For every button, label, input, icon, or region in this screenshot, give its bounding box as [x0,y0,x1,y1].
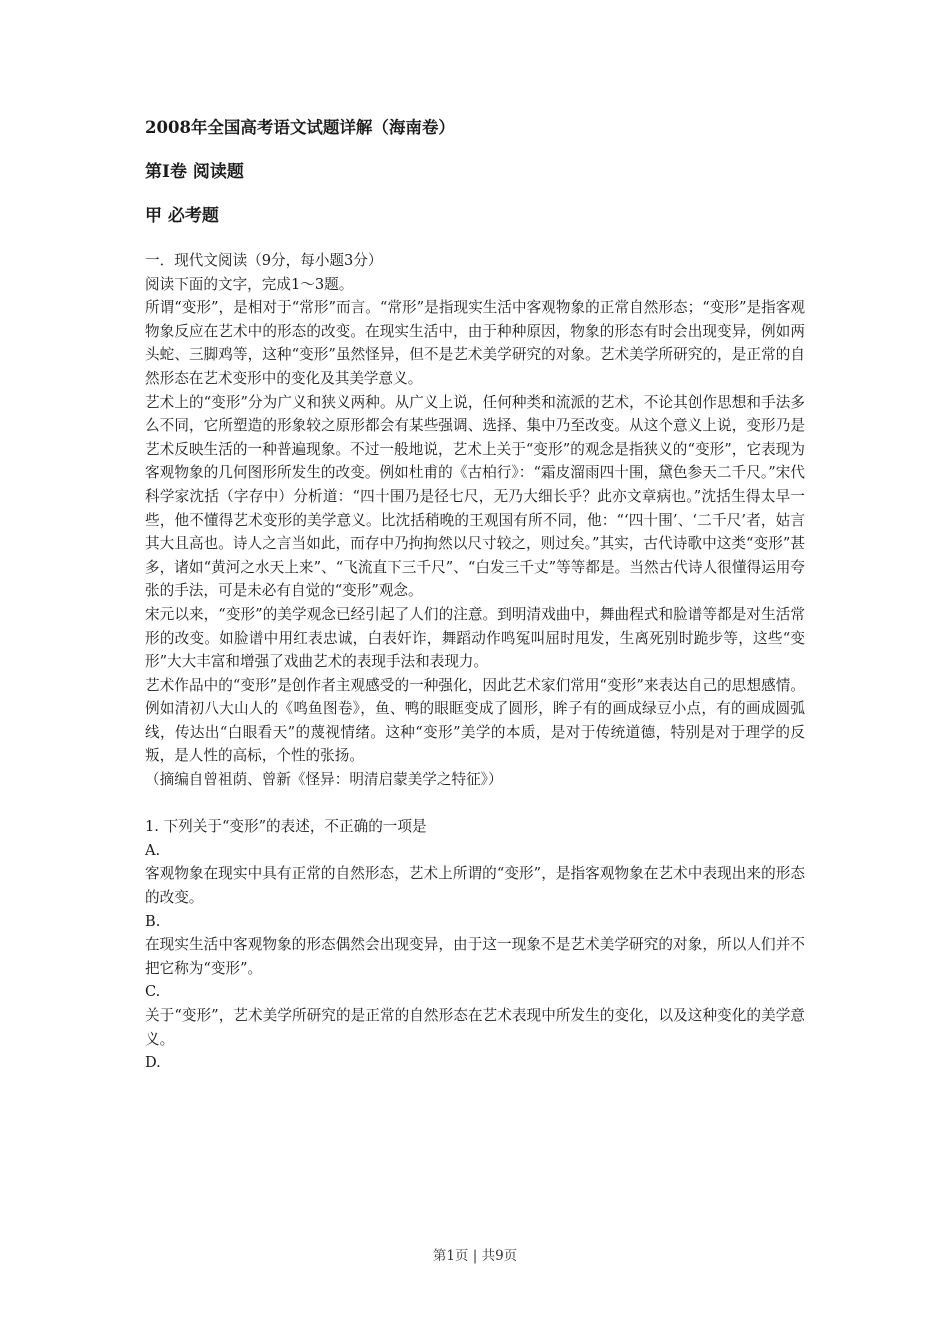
paragraph: 艺术作品中的“变形”是创作者主观感受的一种强化，因此艺术家们常用“变形”来表达自己的思想感情。例如清初八大山人的《鸣鱼图卷》，鱼、鸭的眼眶变成了圆形，眸子有的画成绿豆小点，有的画成圆弧线，传达出“白眼看天”的蔑视情绪。这种“变形”美学的本质，是对于传统道德，特别是对于理学的反叛，是人性的高标，个性的张扬。 [145,676,805,765]
option-label-c: C. [145,983,161,1001]
paragraph: 所谓“变形”，是相对于“常形”而言。“常形”是指现实生活中客观物象的正常自然形态；“变形”是指客观物象反应在艺术中的形态的改变。在现实生活中，由于种种原因，物象的形态有时会出现变异，例如两头蛇、三脚鸡等，这种“变形”虽然怪异，但不是艺术美学研究的对象。艺术美学所研究的，是正常的自然形态在艺术变形中的变化及其美学意义。 [145,299,805,387]
option-label-a: A. [145,841,161,859]
instruction: 阅读下面的文字，完成1～3题。 [145,275,354,293]
document-title: 2008年全国高考语文试题详解（海南卷） [145,118,455,137]
part-heading: 一．现代文阅读（9分，每小题3分） [145,252,383,269]
option-text-a: 客观物象在现实中具有正常的自然形态，艺术上所谓的“变形”，是指客观物象在艺术中表现出来的形态的改变。 [145,865,805,907]
section-heading-volume: 第Ⅰ卷 阅读题 [145,162,244,182]
option-label-d: D. [145,1054,161,1072]
page-footer: 第1页 | 共9页 [432,1248,518,1264]
paragraph: 宋元以来，“变形”的美学观念已经引起了人们的注意。到明清戏曲中，舞曲程式和脸谱等都是对生活常形的改变。如脸谱中用红表忠诚，白表奸诈，舞蹈动作鸣冤叫屈时甩发，生离死别时跪步等，这些“变形”大大丰富和增强了戏曲艺术的表现手法和表现力。 [145,605,805,671]
option-text-b: 在现实生活中客观物象的形态偶然会出现变异，由于这一现象不是艺术美学研究的对象，所以人们并不把它称为“变形”。 [145,936,805,977]
source-citation: （摘编自曾祖荫、曾新《怪异：明清启蒙美学之特征》） [145,771,503,789]
paragraph: 艺术上的“变形”分为广义和狭义两种。从广义上说，任何种类和流派的艺术，不论其创作思想和手法多么不同，它所塑造的形象较之原形都会有某些强调、选择、集中乃至改变。从这个意义上说，变形乃是艺术反映生活的一种普遍现象。不过一般地说，艺术上关于“变形”的观念是指狭义的“变形”，它表现为客观物象的几何图形所发生的改变。例如杜甫的《古柏行》：“霜皮溜雨四十围，黛色参天二千尺。”宋代科学家沈括（字存中）分析道：“四十围乃是径七尺，无乃大细长乎？此亦文章病也。”沈括生得太早一些，他不懂得艺术变形的美学意义。比沈括稍晚的王观国有所不同，他：“‘四十围’、‘二千尺’者，姑言其大且高也。诗人之言当如此，而存中乃拘拘然以尺寸较之，则过矣。”其实，古代诗歌中这类“变形”甚多，诸如“黄河之水天上来”、“飞流直下三千尺”、“白发三千丈”等等都是。当然古代诗人很懂得运用夸张的手法，可是未必有自觉的“变形”观念。 [145,393,805,600]
document-body [145,249,805,1075]
document-page [145,116,805,1075]
question-stem: 1. 下列关于“变形”的表述，不正确的一项是 [145,818,427,836]
option-text-c: 关于“变形”，艺术美学所研究的是正常的自然形态在艺术表现中所发生的变化，以及这种变化的美学意义。 [145,1007,805,1048]
option-label-b: B. [145,912,161,930]
spacer [145,792,805,816]
section-heading-required: 甲 必考题 [145,206,219,226]
